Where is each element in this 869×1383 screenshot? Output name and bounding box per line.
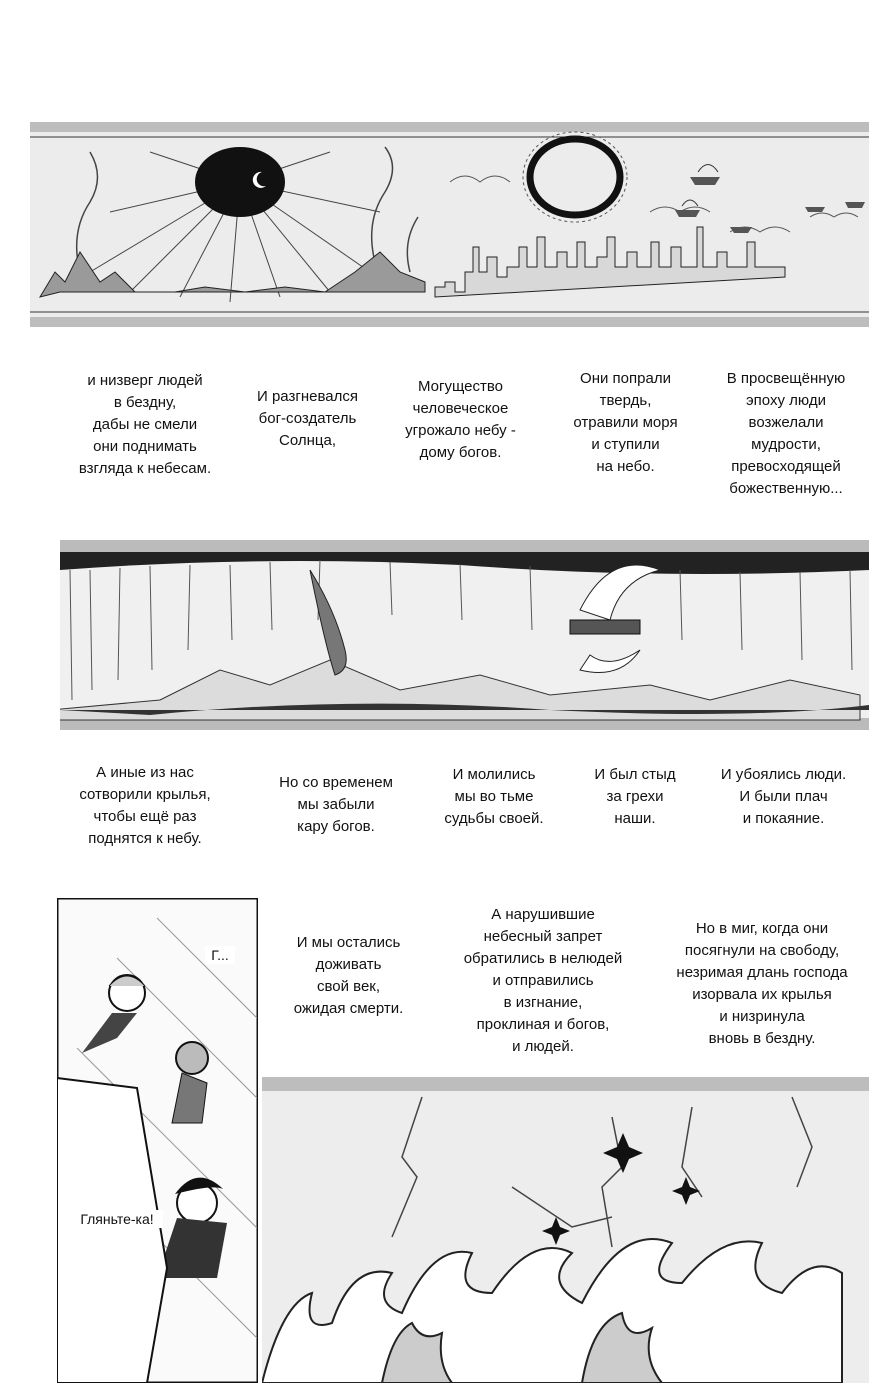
caption-row3-2: А нарушившие небесный запрет обратились в нелюдей и отправились в изгнание, проклиная и богов, и людей.	[463, 906, 623, 1055]
caption-row1-5: и низверг людей в бездну, дабы не смели они поднимать взгляда к небесам.	[78, 372, 212, 477]
panel-scroll-sun	[30, 122, 869, 327]
panel-flames	[262, 1077, 869, 1383]
characters-art	[57, 898, 258, 1383]
caption-row2-5: А иные из нас сотворили крылья, чтобы ещё раз поднятся к небу.	[79, 764, 211, 847]
panel-characters	[57, 898, 258, 1383]
caption-row1-4: И разгневался бог-создатель Солнца,	[257, 388, 358, 449]
caption-row1-3: Могущество человеческое угрожало небу - дому богов.	[405, 378, 516, 461]
caption-row3-1: Но в миг, когда они посягнули на свободу, незримая длань господа изорвала их крылья и низринула вновь в бездну.	[676, 920, 848, 1047]
scroll-sun-art	[30, 122, 869, 327]
panel-scroll-cliffs	[60, 540, 869, 730]
caption-row2-2: И был стыд за грехи наши.	[594, 766, 676, 827]
caption-row1-2: Они попрали твердь, отравили моря и ступили на небо.	[573, 370, 678, 475]
speech-bubble-stammer: Г...	[205, 946, 235, 964]
caption-row2-1: И убоялись люди. И были плач и покаяние.	[720, 766, 847, 827]
caption-row3-3: И мы остались доживать свой век, ожидая смерти.	[293, 934, 404, 1017]
caption-row2-3: И молились мы во тьме судьбы своей.	[444, 766, 544, 827]
caption-row2-4: Но со временем мы забыли кару богов.	[279, 774, 393, 835]
flames-art	[262, 1077, 869, 1383]
speech-bubble-look: Гляньте-ка!	[71, 1210, 163, 1228]
scroll-cliffs-art	[60, 540, 869, 730]
caption-row1-1: В просвещённую эпоху люди возжелали мудрости, превосходящей божественную...	[726, 370, 846, 497]
